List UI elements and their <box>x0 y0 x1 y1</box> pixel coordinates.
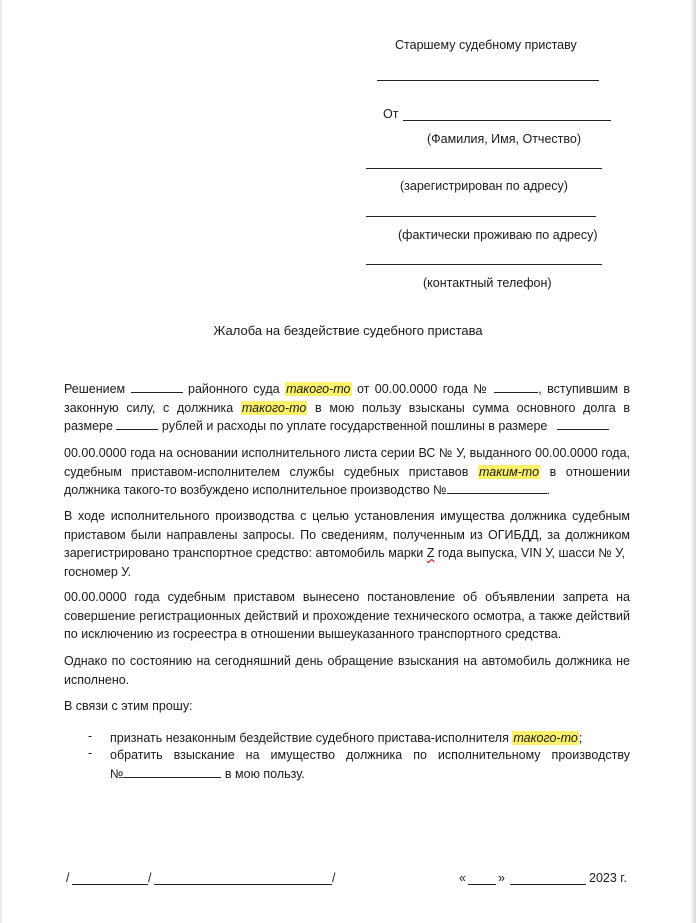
request-proceeding-blank <box>123 765 221 778</box>
paragraph-4 <box>64 588 630 644</box>
p3-line3: зарегистрировано транспортное средство: автомобиль марки Z года выпуска, VIN У, шасси № У, <box>64 546 626 560</box>
recipient-blank <box>377 80 599 81</box>
caption-name: (Фамилия, Имя, Отчество) <box>427 132 581 146</box>
p4-line2: совершение регистрационных действий и прохождение технического осмотра, а также действий <box>64 608 630 623</box>
p5-line2: исполнено. <box>64 672 130 687</box>
amount-blank <box>116 417 158 430</box>
p2-line1: 00.00.0000 года на основании исполнительного листа серии ВС № У, выданного 00.00.0000 года, <box>64 446 630 460</box>
caption-residence: (фактически проживаю по адресу) <box>398 228 598 242</box>
p3-line2: приставом были направлены запросы. По сведениям, полученным из ОГИБДД, за должником <box>64 527 630 542</box>
highlight-bailiff: такого-то <box>513 731 578 745</box>
signature-blank <box>72 884 148 885</box>
month-blank <box>510 884 586 885</box>
paragraph-1 <box>64 380 630 436</box>
from-label: От <box>383 107 399 121</box>
paragraph-3 <box>64 507 630 581</box>
p3-line1: В ходе исполнительного производства с целью установления имущества должника судебным <box>64 509 630 523</box>
paragraph-2 <box>64 444 630 500</box>
name-blank <box>154 884 332 885</box>
request-item-1: признать незаконным бездействие судебного пристава-исполнителя такого-то; <box>110 731 583 745</box>
p2-line3: должника такого-то возбуждено исполнительное производство № . <box>64 483 551 497</box>
from-blank <box>403 120 611 121</box>
caption-registered: (зарегистрирован по адресу) <box>400 179 568 193</box>
fee-blank <box>557 417 609 430</box>
p5-line1: Однако по состоянию на сегодняшний день обращение взыскания на автомобиль должника не <box>64 654 630 668</box>
highlight-court: такого-то <box>286 382 351 396</box>
document-title: Жалоба на бездействие судебного пристава <box>213 323 483 338</box>
caption-phone: (контактный телефон) <box>423 276 552 290</box>
paragraph-6: В связи с этим прошу: <box>64 699 193 713</box>
registered-blank <box>366 168 602 169</box>
recipient-line: Старшему судебному приставу <box>395 38 577 52</box>
proceeding-number-blank <box>447 481 547 494</box>
signature-slash-3: / <box>332 871 336 885</box>
p2-line2: судебным приставом-исполнителем службы судебных приставов таким-то в отношении <box>64 464 630 479</box>
p4-line3: по исключению из госреестра в отношении вышеуказанного транспортного средства. <box>64 627 562 641</box>
p1-line1: Решением районного суда такого-то от 00.00.0000 года № , вступившим в <box>64 382 631 396</box>
request-item-2: обратить взыскание на имущество должника по исполнительному производству № в мою пользу. <box>110 748 630 781</box>
p4-line1: 00.00.0000 года судебным приставом вынесено постановление об объявлении запрета на <box>64 590 630 604</box>
page-left-edge <box>0 0 3 923</box>
p1-line3: размере рублей и расходы по уплате государственной пошлины в размере <box>64 417 630 436</box>
highlight-debtor: такого-то <box>241 400 307 415</box>
date-quote-close: » <box>498 871 505 885</box>
signature-slash-2: / <box>148 871 152 885</box>
p1-line2: законную силу, с должника такого-то в мою пользу взысканы сумма основного долга в <box>64 400 630 415</box>
day-blank <box>468 884 496 885</box>
bullet-1: - <box>88 729 93 743</box>
bullet-2: - <box>88 746 93 760</box>
case-number-blank <box>494 380 538 393</box>
page-right-edge <box>690 0 696 923</box>
paragraph-5 <box>64 652 630 689</box>
year-label: 2023 г. <box>589 871 627 885</box>
p3-line4: госномер У. <box>64 564 132 579</box>
residence-blank <box>366 216 596 217</box>
date-quote-open: « <box>459 871 466 885</box>
court-blank <box>131 380 183 393</box>
signature-slash-1: / <box>66 871 70 885</box>
phone-blank <box>366 264 602 265</box>
car-brand-z: Z <box>426 546 435 560</box>
highlight-service: таким-то <box>479 464 540 479</box>
